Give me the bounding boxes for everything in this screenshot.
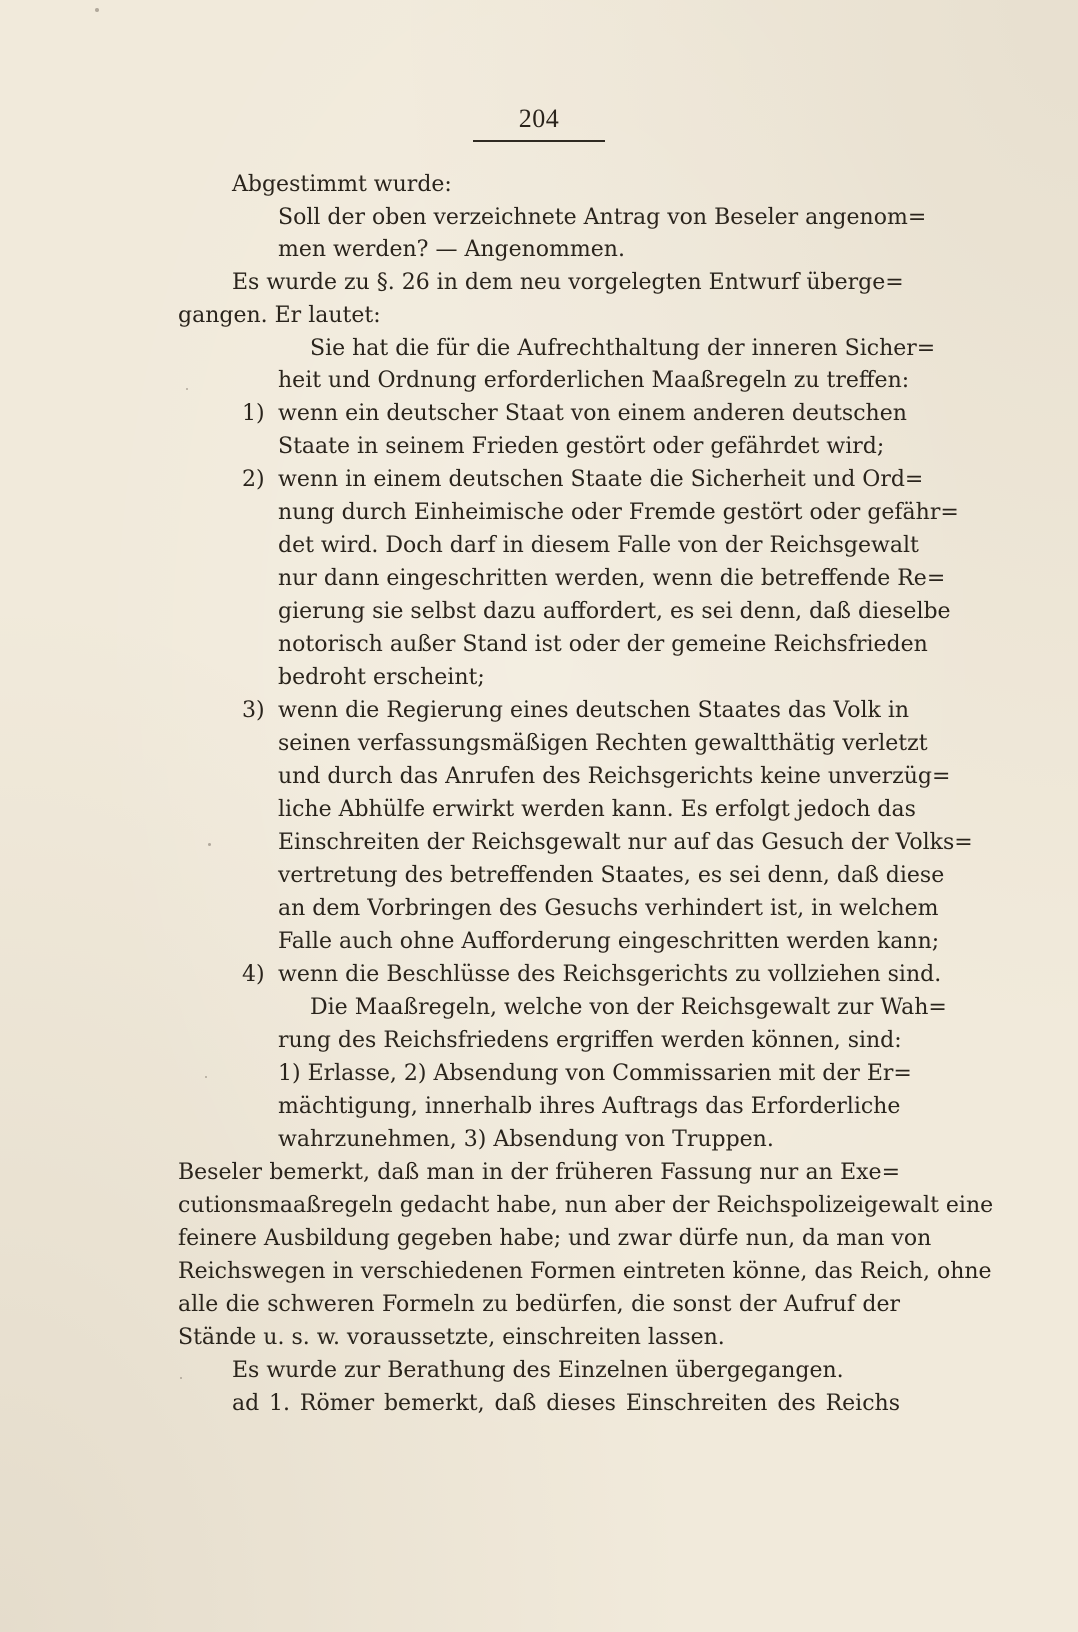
paper-speck xyxy=(186,388,188,390)
text-line: cutionsmaaßregeln gedacht habe, nun aber der Reichspolizeigewalt eine xyxy=(178,1193,994,1218)
text-line: Sie hat die für die Aufrechthaltung der inneren Sicher= xyxy=(310,336,936,361)
text-line: wenn die Beschlüsse des Reichsgerichts zu vollziehen sind. xyxy=(278,962,942,987)
text-line: Beseler bemerkt, daß man in der früheren Fassung nur an Exe= xyxy=(178,1160,900,1185)
text-line: alle die schweren Formeln zu bedürfen, die sonst der Aufruf der xyxy=(178,1292,900,1317)
text-line: 1) Erlasse, 2) Absendung von Commissarien mit der Er= xyxy=(278,1061,912,1086)
text-line: gangen. Er lautet: xyxy=(178,303,381,328)
text-line: mächtigung, innerhalb ihres Auftrags das Erforderliche xyxy=(278,1094,901,1119)
paper-speck xyxy=(205,1076,207,1078)
paper-speck xyxy=(208,843,211,846)
text-line: wenn ein deutscher Staat von einem anderen deutschen xyxy=(278,401,907,426)
text-line: Einschreiten der Reichsgewalt nur auf das Gesuch der Volks= xyxy=(278,830,973,855)
text-line: notorisch außer Stand ist oder der gemeine Reichsfrieden xyxy=(278,632,928,657)
text-line: Soll der oben verzeichnete Antrag von Beseler angenom= xyxy=(278,205,927,230)
text-line: wenn die Regierung eines deutschen Staates das Volk in xyxy=(278,698,910,723)
paper-speck xyxy=(180,1377,182,1379)
text-line: Abgestimmt wurde: xyxy=(232,172,452,197)
text-line: nung durch Einheimische oder Fremde gestört oder gefähr= xyxy=(278,500,959,525)
text-line: feinere Ausbildung gegeben habe; und zwar dürfe nun, da man von xyxy=(178,1226,932,1251)
list-number: 3) xyxy=(242,698,265,723)
list-number: 1) xyxy=(242,401,265,426)
text-line: heit und Ordnung erforderlichen Maaßregeln zu treffen: xyxy=(278,368,910,393)
text-line: liche Abhülfe erwirkt werden kann. Es erfolgt jedoch das xyxy=(278,797,916,822)
text-line: bedroht erscheint; xyxy=(278,665,485,690)
text-line: nur dann eingeschritten werden, wenn die betreffende Re= xyxy=(278,566,946,591)
text-line: und durch das Anrufen des Reichsgerichts keine unverzüg= xyxy=(278,764,951,789)
text-line: ad 1. Römer bemerkt, daß dieses Einschreiten des Reichs xyxy=(232,1391,900,1416)
text-line: rung des Reichsfriedens ergriffen werden können, sind: xyxy=(278,1028,902,1053)
text-line: seinen verfassungsmäßigen Rechten gewaltthätig verletzt xyxy=(278,731,928,756)
page-number: 204 xyxy=(518,104,560,133)
text-line: Es wurde zur Berathung des Einzelnen übergegangen. xyxy=(232,1358,844,1383)
text-line: an dem Vorbringen des Gesuchs verhindert ist, in welchem xyxy=(278,896,939,921)
text-line: Falle auch ohne Aufforderung eingeschritten werden kann; xyxy=(278,929,940,954)
header-rule xyxy=(473,140,605,142)
paper-speck xyxy=(95,8,99,12)
text-line: Stände u. s. w. voraussetzte, einschreiten lassen. xyxy=(178,1325,725,1350)
list-number: 4) xyxy=(242,962,265,987)
text-line: wahrzunehmen, 3) Absendung von Truppen. xyxy=(278,1127,774,1152)
text-line: vertretung des betreffenden Staates, es sei denn, daß diese xyxy=(278,863,945,888)
text-line: men werden? — Angenommen. xyxy=(278,237,625,262)
text-line: Reichswegen in verschiedenen Formen eintreten könne, das Reich, ohne xyxy=(178,1259,992,1284)
text-line: wenn in einem deutschen Staate die Sicherheit und Ord= xyxy=(278,467,924,492)
text-line: Es wurde zu §. 26 in dem neu vorgelegten Entwurf überge= xyxy=(232,270,904,295)
list-number: 2) xyxy=(242,467,265,492)
text-line: det wird. Doch darf in diesem Falle von der Reichsgewalt xyxy=(278,533,919,558)
text-line: Die Maaßregeln, welche von der Reichsgewalt zur Wah= xyxy=(310,995,947,1020)
text-line: gierung sie selbst dazu auffordert, es sei denn, daß dieselbe xyxy=(278,599,951,624)
text-line: Staate in seinem Frieden gestört oder gefährdet wird; xyxy=(278,434,885,459)
